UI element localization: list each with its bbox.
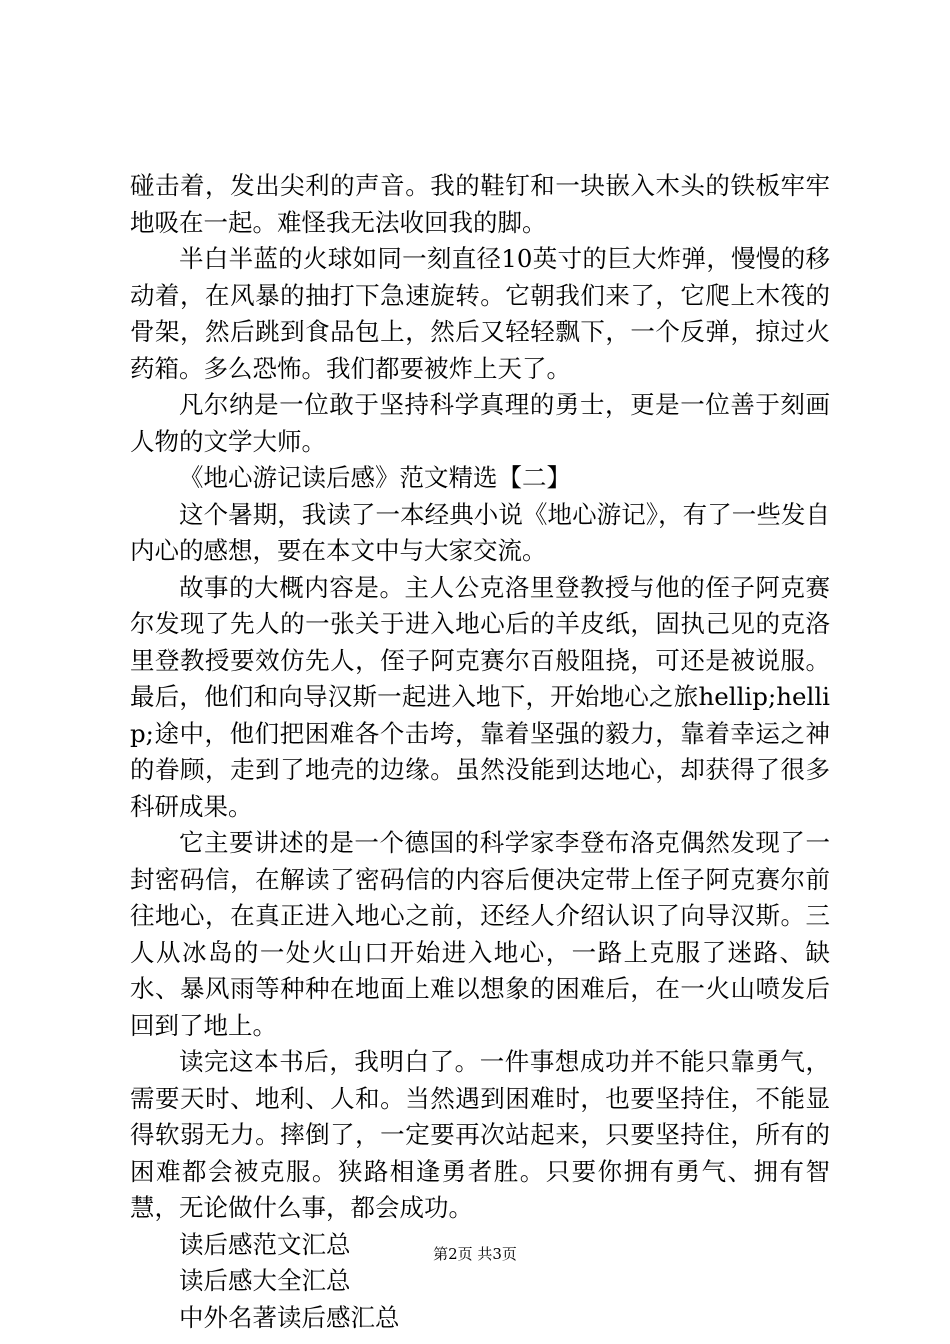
section-heading: 《地心游记读后感》范文精选【二】: [179, 463, 571, 492]
paragraph-intro: 这个暑期，我读了一本经典小说《地心游记》，有了一些发自内心的感想，要在本文中与大家交流。: [130, 499, 830, 565]
related-link-3: 中外名著读后感汇总: [179, 1302, 400, 1332]
document-body: [130, 168, 830, 1336]
paragraph-continuation: 碰击着，发出尖利的声音。我的鞋钉和一块嵌入木头的铁板牢牢地吸在一起。难怪我无法收回我的脚。: [130, 171, 830, 237]
paragraph-plot: 它主要讲述的是一个德国的科学家李登布洛克偶然发现了一封密码信，在解读了密码信的内容后便决定带上侄子阿克赛尔前往地心，在真正进入地心之前，还经人介绍认识了向导汉斯。三人从冰岛的一处火山口开始进入地心，一路上克服了迷路、缺水、暴风雨等种种在地面上难以想象的困难后，在一火山喷发后回到了地上。: [130, 828, 830, 1040]
page-number-footer: 第2页 共3页: [433, 1245, 517, 1263]
paragraph-verne: 凡尔纳是一位敢于坚持科学真理的勇士，更是一位善于刻画人物的文学大师。: [130, 390, 830, 456]
paragraph-fireball: 半白半蓝的火球如同一刻直径10英寸的巨大炸弹，慢慢的移动着，在风暴的抽打下急速旋转。它朝我们来了，它爬上木筏的骨架，然后跳到食品包上，然后又轻轻飘下，一个反弹，掠过火药箱。多么恐怖。我们都要被炸上天了。: [130, 244, 830, 383]
related-link-1: 读后感范文汇总: [179, 1229, 351, 1259]
paragraph-reflection: 读完这本书后，我明白了。一件事想成功并不能只靠勇气，需要天时、地利、人和。当然遇到困难时，也要坚持住，不能显得软弱无力。摔倒了，一定要再次站起来，只要坚持住，所有的困难都会被克服。狭路相逢勇者胜。只要你拥有勇气、拥有智慧，无论做什么事，都会成功。: [130, 1047, 830, 1222]
related-link-2: 读后感大全汇总: [179, 1266, 351, 1295]
paragraph-summary: 故事的大概内容是。主人公克洛里登教授与他的侄子阿克赛尔发现了先人的一张关于进入地心后的羊皮纸，固执己见的克洛里登教授要效仿先人，侄子阿克赛尔百般阻挠，可还是被说服。最后，他们和向导汉斯一起进入地下，开始地心之旅hellip;hellip;途中，他们把困难各个击垮，靠着坚强的毅力，靠着幸运之神的眷顾，走到了地壳的边缘。虽然没能到达地心，却获得了很多科研成果。: [130, 572, 830, 821]
